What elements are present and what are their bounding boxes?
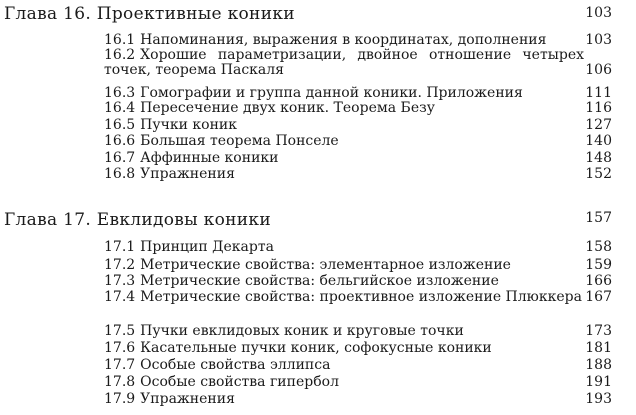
section-title: Аффинные коники bbox=[140, 150, 279, 166]
toc-entry bbox=[104, 86, 612, 101]
toc-entry bbox=[104, 118, 612, 133]
section-title: Принцип Декарта bbox=[140, 239, 274, 255]
section-page-number: 188 bbox=[585, 357, 612, 373]
toc-entry bbox=[104, 341, 612, 356]
section-page-number: 173 bbox=[585, 323, 612, 339]
toc-entry bbox=[104, 258, 612, 273]
chapter-title: Глава 16. Проективные коники bbox=[4, 4, 295, 24]
section-number: 16.1 bbox=[104, 32, 136, 48]
section-number: 17.2 bbox=[104, 257, 136, 273]
section-page-number: 148 bbox=[585, 150, 612, 166]
chapter-page-number: 157 bbox=[585, 210, 612, 226]
section-number: 16.8 bbox=[104, 166, 136, 182]
section-page-number: 159 bbox=[585, 257, 612, 273]
section-page-number: 111 bbox=[585, 85, 612, 101]
section-number: 17.8 bbox=[104, 374, 136, 390]
section-title: Касательные пучки коник, софокусные коники bbox=[140, 340, 492, 356]
section-title: Пучки евклидовых коник и круговые точки bbox=[140, 323, 464, 339]
section-number: 17.6 bbox=[104, 340, 136, 356]
section-number: 16.2 bbox=[104, 47, 136, 63]
section-number: 17.4 bbox=[104, 289, 136, 305]
section-number: 17.3 bbox=[104, 273, 136, 289]
section-title: Гомографии и группа данной коники. Приложения bbox=[140, 85, 523, 101]
section-number: 17.7 bbox=[104, 357, 136, 373]
section-title: Пучки коник bbox=[140, 117, 237, 133]
section-title: Особые свойства эллипса bbox=[140, 357, 331, 373]
toc-entry bbox=[104, 274, 612, 289]
section-number: 17.9 bbox=[104, 391, 136, 407]
toc-entry bbox=[104, 375, 612, 390]
toc-entry bbox=[104, 151, 612, 166]
toc-entry bbox=[104, 33, 612, 48]
toc-entry bbox=[104, 101, 612, 116]
toc-entry bbox=[104, 290, 612, 305]
section-title: Метрические свойства: элементарное изложение bbox=[140, 257, 511, 273]
toc-entry bbox=[104, 240, 612, 255]
section-page-number: 116 bbox=[585, 100, 612, 116]
toc-entry bbox=[104, 358, 612, 373]
section-page-number: 191 bbox=[585, 374, 612, 390]
section-title: Напоминания, выражения в координатах, дополнения bbox=[140, 32, 547, 48]
section-title: Метрические свойства: проективное изложение Плюккера bbox=[140, 289, 582, 305]
section-page-number: 166 bbox=[585, 273, 612, 289]
section-title: Особые свойства гипербол bbox=[140, 374, 339, 390]
section-number: 16.7 bbox=[104, 150, 136, 166]
section-page-number: 167 bbox=[585, 289, 612, 305]
section-title: Упражнения bbox=[140, 166, 235, 182]
section-title: Хорошие параметризации, двойное отношение четырех точек, теорема Паскаля bbox=[104, 47, 584, 78]
toc-entry bbox=[104, 167, 612, 182]
section-title: Большая теорема Понселе bbox=[140, 133, 339, 149]
toc-entry bbox=[104, 324, 612, 339]
chapter-page-number: 103 bbox=[585, 5, 612, 21]
section-page-number: 181 bbox=[585, 340, 612, 356]
section-page-number: 140 bbox=[585, 133, 612, 149]
section-title: Пересечение двух коник. Теорема Безу bbox=[140, 100, 435, 116]
section-page-number: 193 bbox=[585, 391, 612, 407]
toc-entry bbox=[104, 48, 612, 78]
section-page-number: 127 bbox=[585, 117, 612, 133]
section-title: Метрические свойства: бельгийское изложение bbox=[140, 273, 499, 289]
section-number: 17.1 bbox=[104, 239, 136, 255]
section-number: 16.3 bbox=[104, 85, 136, 101]
section-page-number: 158 bbox=[585, 239, 612, 255]
chapter-title: Глава 17. Евклидовы коники bbox=[4, 210, 271, 230]
section-number: 17.5 bbox=[104, 323, 136, 339]
section-number: 16.4 bbox=[104, 100, 136, 116]
section-number: 16.6 bbox=[104, 133, 136, 149]
section-title: Упражнения bbox=[140, 391, 235, 407]
toc-entry bbox=[104, 134, 612, 149]
section-page-number: 103 bbox=[585, 32, 612, 48]
section-page-number: 152 bbox=[585, 166, 612, 182]
toc-entry bbox=[104, 392, 612, 407]
section-page-number: 106 bbox=[585, 62, 612, 78]
section-number: 16.5 bbox=[104, 117, 136, 133]
